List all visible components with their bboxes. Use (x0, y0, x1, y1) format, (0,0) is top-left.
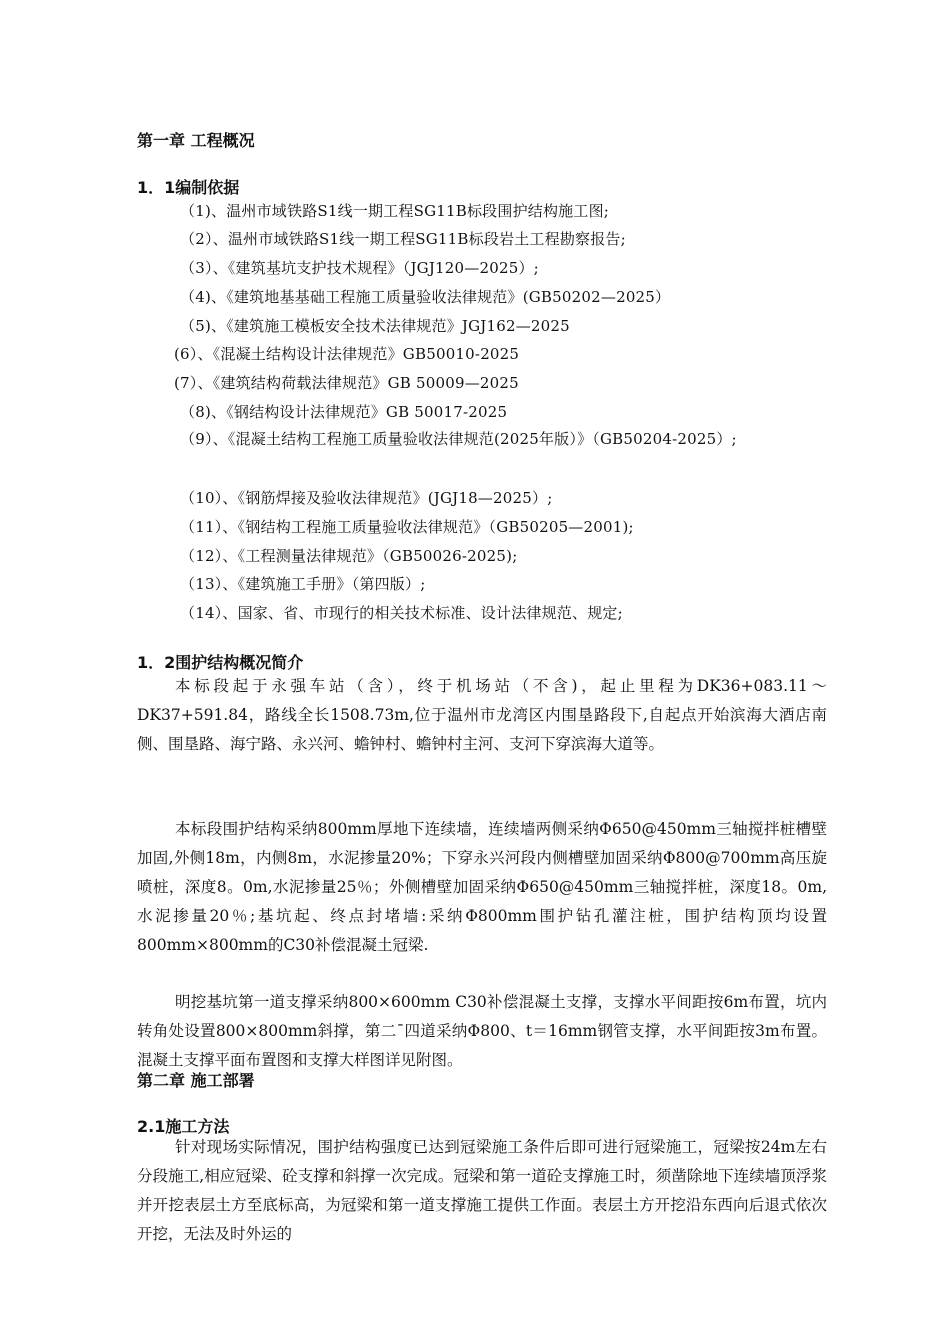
chapter-2-title: 第二章 施工部署 (137, 1071, 255, 1090)
reference-item: （4)、《建筑地基基础工程施工质量验收法律规范》(GB50202—2025） (180, 288, 671, 306)
reference-item: （3）、《建筑基坑支护技术规程》（JGJ120—2025）; (180, 259, 539, 277)
section-1-2-heading: 1．2围护结构概况简介 (137, 653, 304, 672)
reference-item: (6）、《混凝土结构设计法律规范》GB50010-2025 (174, 345, 520, 363)
reference-item: （9）、《混凝土结构工程施工质量验收法律规范(2025年版）》（GB50204-2025）; (180, 430, 737, 448)
reference-item: （11）、《钢结构工程施工质量验收法律规范》（GB50205—2001); (180, 518, 634, 536)
section-2-1-heading: 2.1施工方法 (137, 1117, 230, 1136)
body-paragraph: 本标段围护结构采纳800mm厚地下连续墙，连续墙两侧采纳Φ650@450mm三轴搅拌桩槽壁加固,外侧18m，内侧8m，水泥掺量20%；下穿永兴河段内侧槽壁加固采纳Φ800@700mm高压旋喷桩，深度8。0m,水泥掺量25％；外侧槽壁加固采纳Φ650@450mm三轴搅拌桩，深度18。0m,水泥掺量20％;基坑起、终点封堵墙:采纳Φ800mm围护钻孔灌注桩，围护结构顶均设置800mm×800mm的C30补偿混凝土冠梁. (137, 820, 827, 954)
reference-item: （5)、《建筑施工模板安全技术法律规范》JGJ162—2025 (180, 317, 570, 335)
reference-item: （12）、《工程测量法律规范》（GB50026-2025); (180, 547, 518, 565)
body-paragraph: 明挖基坑第一道支撑采纳800×600mm C30补偿混凝土支撑，支撑水平间距按6m布置，坑内转角处设置800×800mm斜撑，第二¯四道采纳Φ800、t＝16mm钢管支撑，水平间距按3m布置。混凝土支撑平面布置图和支撑大样图详见附图。 (137, 993, 827, 1069)
reference-item: （14）、国家、省、市现行的相关技术标准、设计法律规范、规定; (180, 604, 623, 622)
reference-item: (7）、《建筑结构荷载法律规范》GB 50009—2025 (174, 374, 519, 392)
body-paragraph: 本标段起于永强车站（含），终于机场站（不含)，起止里程为DK36+083.11～DK37+591.84，路线全长1508.73m,位于温州市龙湾区内围垦路段下,自起点开始滨海大酒店南侧、围垦路、海宁路、永兴河、蟾钟村、蟾钟村主河、支河下穿滨海大道等。 (137, 677, 827, 753)
reference-item: （13）、《建筑施工手册》（第四版）; (180, 575, 426, 593)
reference-item: （10）、《钢筋焊接及验收法律规范》(JGJ18—2025）; (180, 489, 553, 507)
reference-item: （8)、《钢结构设计法律规范》GB 50017-2025 (180, 403, 508, 421)
reference-item: （2）、温州市域铁路S1线一期工程SG11B标段岩土工程勘察报告; (180, 230, 626, 248)
chapter-1-title: 第一章 工程概况 (137, 131, 255, 150)
reference-item: （1)、温州市域铁路S1线一期工程SG11B标段围护结构施工图; (180, 202, 610, 220)
section-1-1-heading: 1．1编制依据 (137, 178, 240, 197)
body-paragraph: 针对现场实际情况，围护结构强度已达到冠梁施工条件后即可进行冠梁施工，冠梁按24m左右分段施工,相应冠梁、砼支撑和斜撑一次完成。冠梁和第一道砼支撑施工时，须凿除地下连续墙顶浮浆并开挖表层土方至底标高，为冠梁和第一道支撑施工提供工作面。表层土方开挖沿东西向后退式依次开挖，无法及时外运的 (137, 1138, 827, 1243)
